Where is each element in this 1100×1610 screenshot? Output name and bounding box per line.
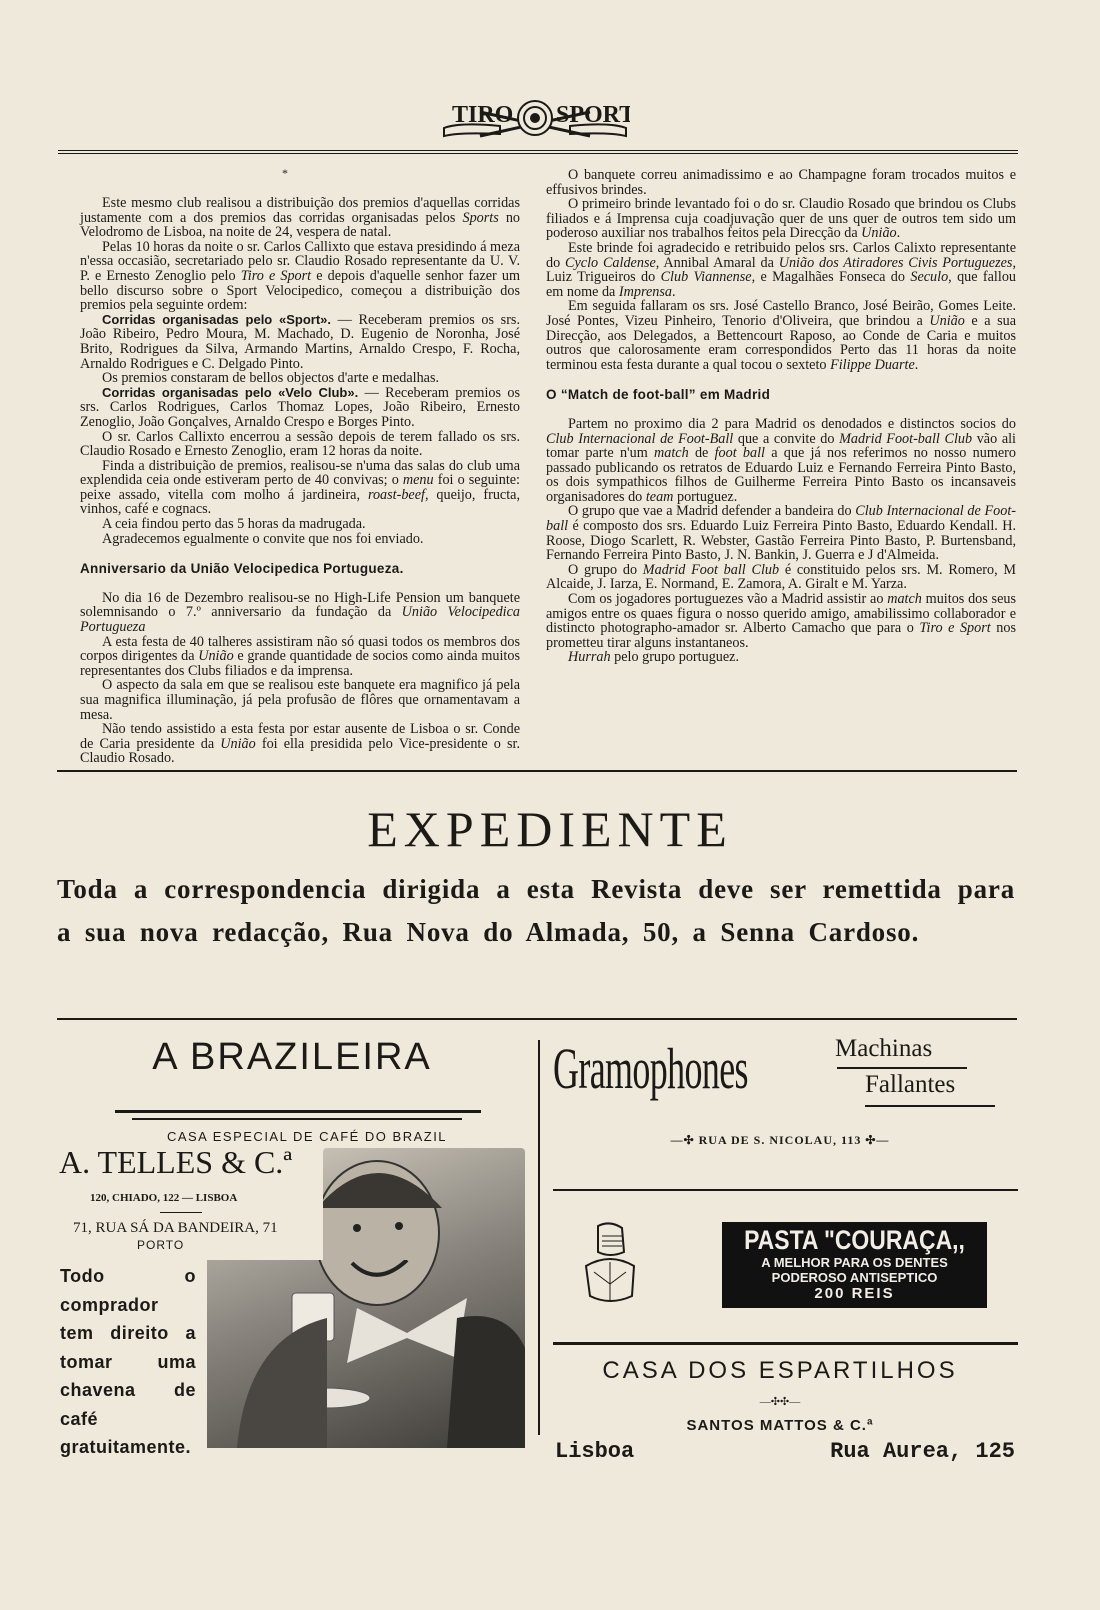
couraca-line1: A MELHOR PARA OS DENTES <box>761 1255 948 1270</box>
text-run: Hurrah <box>568 649 611 666</box>
text-run: União Velocipedica Portugueza <box>80 604 520 636</box>
article-paragraph <box>80 196 520 240</box>
text-run: , Luiz Trigueiros do <box>546 254 1016 286</box>
text-run: pelo grupo portuguez. <box>610 649 740 666</box>
article-paragraph <box>80 722 520 766</box>
text-run: O primeiro brinde levantado foi o do sr. Claudio Rosado que brindou os Clubs filiados e á Imprensa cuja coadjuvação quer de uns quer de outros tem sido um poderoso auxiliar nos trabalhos feitos pela Direcção da <box>546 196 1016 242</box>
coffee-drinker-illustration-lower <box>207 1260 525 1448</box>
text-run: Pelas 10 horas da noite o sr. Carlos Callixto que estava presidindo á meza n'essa occasião, secretariado pelo sr. Claudio Rosado representante da U. V. P. e Ernesto Zenoglio pelo <box>80 238 520 284</box>
expediente-top-rule <box>57 770 1017 772</box>
text-run: , queijo, fructa, vinhos, café e cognacs. <box>80 486 520 518</box>
knight-armour-illustration <box>580 1222 640 1307</box>
brazileira-tagline: CASA ESPECIAL DE CAFÉ DO BRAZIL <box>166 1129 448 1144</box>
text-run: menu <box>402 472 434 489</box>
ad-gramophones <box>545 1035 1015 1160</box>
text-run: Club Internacional de Foot-Ball <box>546 430 734 447</box>
text-run: Cyclo Caldense <box>565 254 656 271</box>
text-run: Agradecemos egualmente o convite que nos foi enviado. <box>102 530 424 547</box>
text-run: , e Magalhães Fonseca do <box>751 269 911 286</box>
article-paragraph <box>80 517 520 532</box>
text-run: Os premios constaram de bellos objectos d'arte e medalhas. <box>102 370 440 387</box>
text-run: Club Viannense <box>660 269 752 286</box>
brazileira-rule <box>115 1110 481 1113</box>
text-run: Este brinde foi agradecido e retribuido pelos srs. Carlos Calixto representante do <box>546 239 1016 271</box>
gramophones-line2: Fallantes <box>865 1071 956 1098</box>
text-run: foot ball <box>714 445 765 462</box>
text-run: . <box>896 225 901 242</box>
text-run: — Receberam premios os srs. João Ribeiro, Pedro Moura, M. Machado, D. Eugenio de Noronha, José Brito, Rodrigues da Silva, Armando Martins, Arnaldo Crespo, F. Rocha, Arnaldo Rodrigues e C. Delgado Pinto. <box>80 311 520 372</box>
text-run: — Receberam premios os srs. Carlos Rodrigues, Carlos Thomaz Lopes, João Ribeiro, Ernesto Zenoglio, João Gonçalves, Arnaldo Crespo e Borges Pinto. <box>80 384 520 430</box>
text-run: O banquete correu animadissimo e ao Champagne foram trocados muitos e effusivos brindes. <box>546 167 1016 198</box>
svg-text:SPORT: SPORT <box>556 102 630 128</box>
text-run: Imprensa <box>618 283 672 300</box>
left-article-column <box>80 196 520 766</box>
text-run: e a sua Direcção, aos Delegados, a Bettencourt Raposo, ao Conde de Caria e muitos outros que calorosamente eram correspondidos Perto das 11 horas da noite terminou esta festa durante a qual tocou o sexteto <box>546 312 1017 373</box>
text-run: Filippe Duarte <box>830 356 915 373</box>
text-run: vão ali tomar parte n'um <box>546 430 1017 462</box>
article-paragraph <box>546 417 1016 505</box>
brazileira-porto-city: PORTO <box>137 1238 185 1252</box>
text-run: Madrid Foot ball Club <box>642 561 780 578</box>
text-run: União <box>861 225 897 242</box>
gramophones-line1: Machinas <box>835 1035 933 1062</box>
text-run: muitos dos seus amigos entre os quaes figura o nosso querido amigo, amabilissimo collaborador e distincto photographo-amador sr. Alberto Camacho que para o <box>546 591 1016 637</box>
brazileira-porto-address: 71, RUA SÁ DA BANDEIRA, 71 <box>73 1220 278 1236</box>
text-run: O grupo que vae a Madrid defender a bandeira do <box>568 503 856 520</box>
couraca-title: PASTA "COURAÇA,, <box>744 1225 965 1255</box>
text-run: Partem no proximo dia 2 para Madrid os denodados e distinctos socios do <box>568 415 1016 432</box>
article-paragraph <box>546 241 1016 299</box>
right-article-column <box>546 168 1016 665</box>
text-run: roast-beef <box>367 486 425 503</box>
masthead-logo <box>440 92 630 140</box>
text-run: Tiro e Sport <box>240 267 312 284</box>
article-paragraph <box>80 371 520 386</box>
espartilhos-company: SANTOS MATTOS & C.ª <box>686 1417 874 1434</box>
text-run: . <box>914 356 919 373</box>
article-paragraph <box>80 635 520 679</box>
couraca-line2: PODEROSO ANTISEPTICO <box>771 1270 938 1285</box>
text-run: no Velodromo de Lisboa, na noite de 24, vespera de natal. <box>80 209 521 241</box>
text-run: portuguez. <box>673 488 738 505</box>
text-run: e grande quantidade de socios como ainda muitos representantes dos Clubs filiados e da imprensa. <box>80 648 520 679</box>
article-paragraph <box>80 591 520 635</box>
coffee-drinker-illustration <box>323 1148 525 1260</box>
header-rule-2 <box>58 153 1018 154</box>
text-run: team <box>645 488 674 505</box>
article-heading <box>80 562 520 577</box>
brazileira-small-rule <box>160 1212 202 1213</box>
article-paragraph <box>80 678 520 722</box>
text-run: A esta festa de 40 talheres assistiram não só quasi todos os membros dos corpos dirigentes da <box>80 633 520 665</box>
couraca-ad-box <box>722 1222 987 1308</box>
text-run: Em seguida fallaram os srs. José Castello Branco, José Beirão, Gomes Leite. José Pontes, Vizeu Pinheiro, Tenorio d'Oliveira, que brindou a <box>546 298 1016 329</box>
text-run: . <box>671 283 676 300</box>
text-run: Club Internacional de Foot-ball <box>546 503 1016 535</box>
text-run: No dia 16 de Dezembro realisou-se no High-Life Pension um banquete solemnisando o 7.º anniversario da fundação da <box>80 589 520 621</box>
text-run: União <box>198 648 234 665</box>
text-run: e depois d'aquelle senhor fazer um bello discurso sobre o Sport Velocipedico, começou a distribuição dos premios pela seguinte ordem: <box>80 267 521 314</box>
gramophones-name: Gramophones <box>553 1036 748 1101</box>
gramophones-address <box>545 1133 1015 1148</box>
text-run: match <box>887 591 922 608</box>
text-run: é constituido pelos srs. M. Romero, M Alcaide, J. Iarza, E. Normand, E. Zamora, A. Giralt e M. Yarza. <box>546 561 1016 593</box>
knight-bust-icon <box>580 1222 640 1307</box>
man-with-coffee-cup-icon <box>207 1260 525 1448</box>
text-run: Tiro e Sport <box>919 620 991 637</box>
article-heading <box>546 388 1016 403</box>
brazileira-name: A BRAZILEIRA <box>152 1036 432 1078</box>
text-run: União dos Atiradores Civis Portuguezes <box>778 254 1013 271</box>
expediente-text: Toda a correspondencia dirigida a esta Revista deve ser remettida para a sua nova redacção, Rua Nova do Almada, 50, a Senna Cardoso. <box>57 874 1015 947</box>
ads-right-rule-1 <box>553 1189 1018 1191</box>
article-paragraph <box>80 532 520 547</box>
ad-espartilhos <box>545 1355 1015 1475</box>
text-run: Finda a distribuição de premios, realisou-se n'uma das salas do club uma explendida ceia onde estiveram perto de 40 convivas; o <box>80 457 520 489</box>
article-paragraph <box>546 563 1016 592</box>
article-paragraph <box>546 197 1016 241</box>
brazileira-lisboa-address: 120, CHIADO, 122 — LISBOA <box>90 1192 238 1204</box>
tiro-e-sport-logo-icon <box>440 92 630 140</box>
text-run: O grupo do <box>568 561 643 578</box>
text-run: União <box>220 735 256 752</box>
text-run: de <box>688 445 715 462</box>
section-ornament: * <box>282 166 288 180</box>
text-run: é composto dos srs. Eduardo Luiz Ferreira Pinto Basto, Eduardo Kendall. H. Roose, Diogo Scarlett, R. Webster, Gastão Ferreira Pinto Basto, P. Burtensband, Fernando Ferreira Pinto Basto, J. N. Bankin, J. Guerra e J d'Almeida. <box>546 518 1016 564</box>
article-paragraph <box>546 168 1016 197</box>
article-paragraph <box>546 299 1016 372</box>
text-run: O “Match de foot-ball” em Madrid <box>546 387 771 403</box>
text-run: que a convite do <box>733 430 840 447</box>
text-run: Com os jogadores portuguezes vão a Madrid assistir ao <box>568 591 888 608</box>
text-run: Este mesmo club realisou a distribuição dos premios d'aquellas corridas justamente com a dos premios das corridas organisadas pelos <box>80 195 520 226</box>
article-paragraph <box>80 386 520 430</box>
text-run: Não tendo assistido a esta festa por estar ausente de Lisboa o sr. Conde de Caria presidente da <box>80 721 520 752</box>
ads-top-rule <box>57 1018 1017 1020</box>
text-run: A ceia findou perto das 5 horas da madrugada. <box>102 516 366 533</box>
text-run: nos prometteu tirar alguns instantaneos. <box>546 620 1016 651</box>
couraca-price: 200 REIS <box>814 1285 895 1302</box>
text-run: Anniversario da União Velocipedica Portugueza. <box>80 561 404 577</box>
text-run: União <box>929 312 965 329</box>
gramophones-rule-1 <box>837 1067 967 1069</box>
text-run: foi o seguinte: peixe assado, vitella com molho á jardineira, <box>80 472 520 503</box>
ad-brazileira <box>57 1030 527 1457</box>
man-head-icon <box>323 1148 525 1260</box>
svg-text:TIRO: TIRO <box>452 102 514 128</box>
text-run: O aspecto da sala em que se realisou este banquete era magnifico já pela sua magnifica illuminação, já pela profusão de flôres que ornamentavam a mesa. <box>80 677 520 723</box>
text-run: match <box>654 445 689 462</box>
espartilhos-ornament-icon: —✣✣— <box>759 1396 801 1408</box>
gramophones-address-text: RUA DE S. NICOLAU, 113 <box>698 1133 862 1147</box>
brazileira-rule-2 <box>132 1118 462 1120</box>
article-paragraph <box>80 459 520 517</box>
ads-vertical-divider <box>538 1040 540 1435</box>
text-run: Corridas organisadas pelo «Sport». <box>102 311 331 327</box>
article-paragraph <box>80 430 520 459</box>
text-run: Madrid Foot-ball Club <box>839 430 973 447</box>
espartilhos-name: CASA DOS ESPARTILHOS <box>602 1357 958 1384</box>
text-run: , Annibal Amaral da <box>655 254 779 271</box>
article-paragraph <box>80 240 520 313</box>
espartilhos-city: Lisboa <box>555 1439 635 1464</box>
gramophones-rule-2 <box>865 1105 995 1107</box>
text-run: O sr. Carlos Callixto encerrou a sessão depois de terem fallado os srs. Claudio Rosado e Ernesto Zenoglio, eram 12 horas da noite. <box>80 428 520 460</box>
ornament-left-icon: —✣ <box>670 1133 699 1147</box>
brazileira-offer: Todo o comprador tem direito a tomar uma chavena de café gratuitamente. <box>60 1266 196 1457</box>
expediente-title: EXPEDIENTE <box>367 801 733 857</box>
ads-right-rule-2 <box>553 1342 1018 1345</box>
ornament-right-icon: ✣— <box>861 1133 890 1147</box>
article-paragraph <box>546 592 1016 650</box>
header-rule <box>58 150 1018 151</box>
text-run: Corridas organisadas pelo «Velo Club». <box>102 384 359 400</box>
espartilhos-address: Rua Aurea, 125 <box>830 1439 1015 1464</box>
article-paragraph <box>546 650 1016 665</box>
text-run: a que já nos referimos no nosso numero passado publicando os retratos de Eduardo Luiz e Fernando Ferreira Pinto Basto, os dois sympathicos filhos de Guilherme Ferreira Pinto Basto os incansaveis organisadores do <box>546 445 1016 505</box>
article-paragraph <box>80 313 520 371</box>
brazileira-company: A. TELLES & C.ª <box>59 1144 293 1180</box>
text-run: Seculo <box>910 269 949 286</box>
text-run: , que fallou em nome da <box>546 269 1017 300</box>
text-run: foi ella presidida pelo Vice-presidente o sr. Claudio Rosado. <box>80 735 520 767</box>
article-paragraph <box>546 504 1016 562</box>
text-run: Sports <box>462 209 499 226</box>
